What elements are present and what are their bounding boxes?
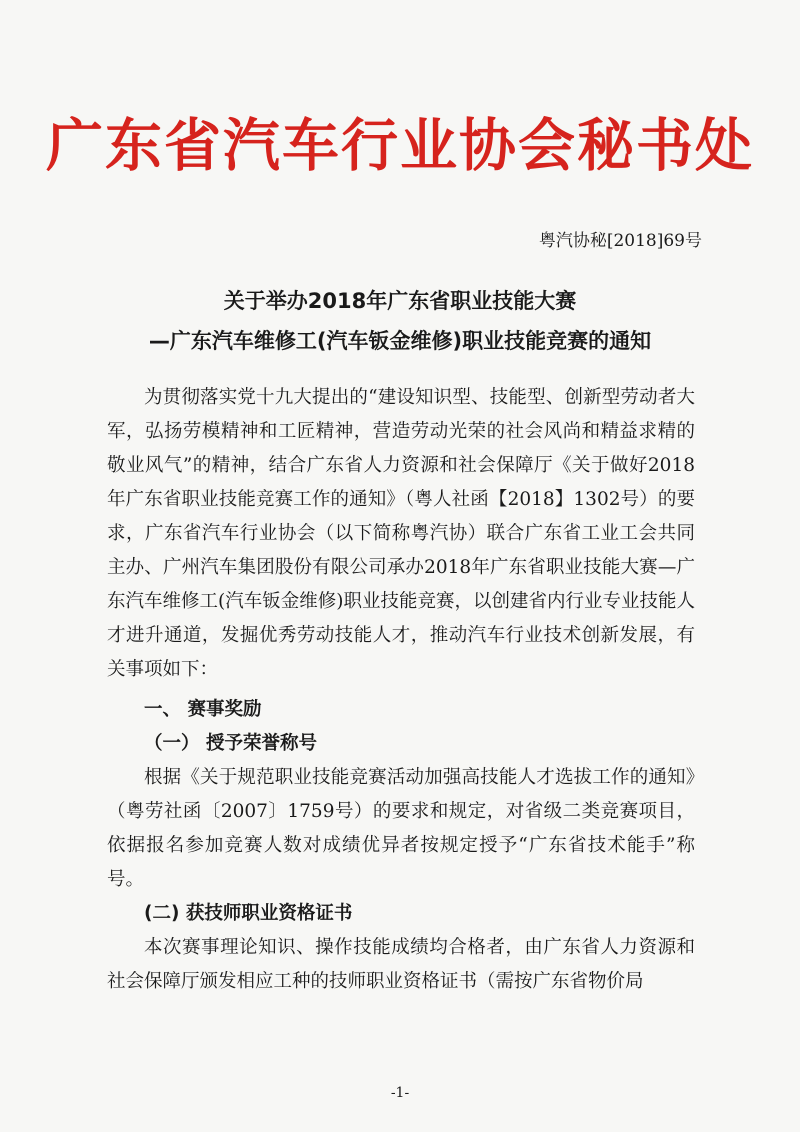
- certificate-paragraph: 本次赛事理论知识、操作技能成绩均合格者，由广东省人力资源和社会保障厅颁发相应工种的技师职业资格证书（需按广东省物价局: [107, 937, 695, 992]
- document-number: 粤汽协秘[2018]69号: [538, 231, 702, 251]
- intro-paragraph: 为贯彻落实党十九大提出的“建设知识型、技能型、创新型劳动者大军，弘扬劳模精神和工匠精神，营造劳动光荣的社会风尚和精益求精的敬业风气”的精神，结合广东省人力资源和社会保障厅《关于做好2018年广东省职业技能竞赛工作的通知》（粤人社函【2018】1302号）的要求，广东省汽车行业协会（以下简称粤汽协）联合广东省工业工会共同主办、广州汽车集团股份有限公司承办2018年广东省职业技能大赛—广东汽车维修工(汽车钣金维修)职业技能竞赛，以创建省内行业专业技能人才进升通道，发掘优秀劳动技能人才，推动汽车行业技术创新发展，有关事项如下：: [107, 387, 695, 680]
- section-heading-awards: 一、 赛事奖励: [144, 699, 262, 720]
- subsection-heading-honor: （一） 授予荣誉称号: [144, 733, 317, 754]
- org-header: 广东省汽车行业协会秘书处: [46, 113, 754, 179]
- page-number: -1-: [390, 1085, 410, 1101]
- document-title-line-1: 关于举办2018年广东省职业技能大赛: [223, 289, 577, 313]
- subsection-heading-certificate: (二) 获技师职业资格证书: [144, 903, 353, 924]
- document-title-line-2: —广东汽车维修工(汽车钣金维修)职业技能竞赛的通知: [148, 329, 652, 353]
- honor-paragraph: 根据《关于规范职业技能竞赛活动加强高技能人才选拔工作的通知》（粤劳社函〔2007〕1759号）的要求和规定，对省级二类竞赛项目，依据报名参加竞赛人数对成绩优异者按规定授予“广东省技术能手”称号。: [107, 767, 695, 890]
- document-body: [107, 381, 695, 999]
